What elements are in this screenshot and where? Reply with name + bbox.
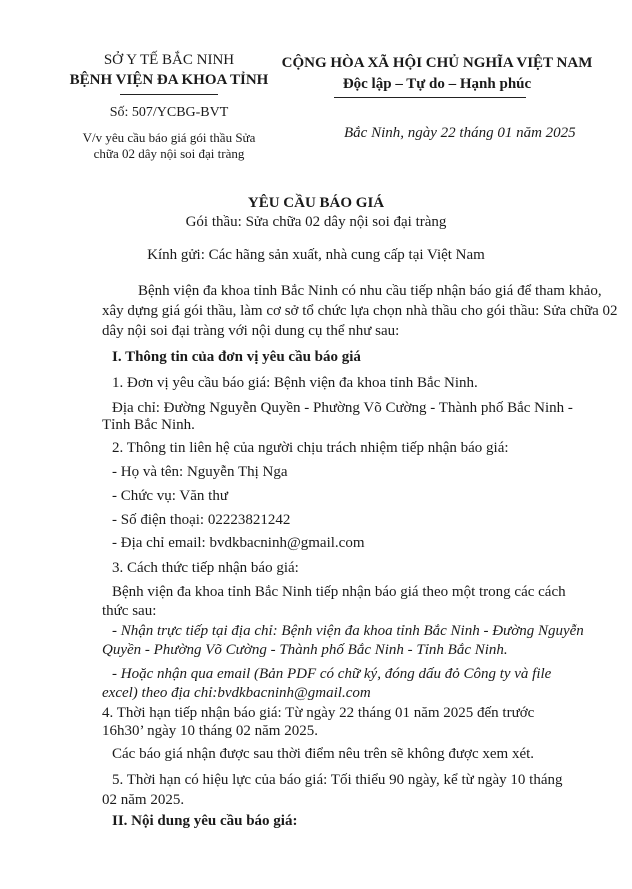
item-5-line-2: 02 năm 2025. — [102, 792, 185, 808]
subject-line-1: V/v yêu cầu báo giá gói thầu Sửa — [82, 130, 256, 145]
document-title: YÊU CẦU BÁO GIÁ — [247, 195, 385, 211]
contact-name: - Họ và tên: Nguyễn Thị Nga — [112, 464, 288, 480]
item-4-line-1: 4. Thời hạn tiếp nhận báo giá: Từ ngày 22 tháng 01 năm 2025 đến trước — [102, 705, 535, 721]
direct-submission-line-1: - Nhận trực tiếp tại địa chỉ: Bệnh viện đa khoa tỉnh Bắc Ninh - Đường Nguyễn — [112, 623, 584, 639]
section-2-heading: II. Nội dung yêu cầu báo giá: — [112, 813, 298, 829]
section-1-heading: I. Thông tin của đơn vị yêu cầu báo giá — [112, 349, 361, 365]
item-5-line-1: 5. Thời hạn có hiệu lực của báo giá: Tối thiểu 90 ngày, kể từ ngày 10 tháng — [112, 772, 563, 788]
item-1: 1. Đơn vị yêu cầu báo giá: Bệnh viện đa khoa tỉnh Bắc Ninh. — [112, 375, 478, 391]
intro-line-1: Bệnh viện đa khoa tỉnh Bắc Ninh có nhu cầu tiếp nhận báo giá để tham khảo, — [138, 283, 602, 299]
email-submission-line-1: - Hoặc nhận qua email (Bản PDF có chữ ký, đóng dấu đỏ Công ty và file — [112, 666, 552, 682]
late-submission-note: Các báo giá nhận được sau thời điểm nêu trên sẽ không được xem xét. — [112, 746, 535, 762]
direct-submission-line-2: Quyền - Phường Võ Cường - Thành phố Bắc Ninh - Tỉnh Bắc Ninh. — [102, 642, 508, 658]
contact-phone: - Số điện thoại: 02223821242 — [112, 512, 291, 528]
item-3: 3. Cách thức tiếp nhận báo giá: — [112, 560, 299, 576]
item-2: 2. Thông tin liên hệ của người chịu trách nhiệm tiếp nhận báo giá: — [112, 440, 509, 456]
address-line-2: Tỉnh Bắc Ninh. — [102, 417, 195, 433]
recipient-line: Kính gửi: Các hãng sản xuất, nhà cung cấp tại Việt Nam — [147, 247, 485, 263]
method-line-2: thức sau: — [102, 603, 157, 619]
national-motto: Độc lập – Tự do – Hạnh phúc — [342, 76, 532, 92]
right-header-underline — [334, 97, 526, 98]
contact-email: - Địa chỉ email: bvdkbacninh@gmail.com — [112, 535, 365, 551]
agency-name: SỞ Y TẾ BẮC NINH — [103, 52, 235, 68]
country-name: CỘNG HÒA XÃ HỘI CHỦ NGHĨA VIỆT NAM — [281, 55, 593, 71]
address-line-1: Địa chỉ: Đường Nguyễn Quyền - Phường Võ Cường - Thành phố Bắc Ninh - — [112, 400, 573, 416]
place-date: Bắc Ninh, ngày 22 tháng 01 năm 2025 — [344, 125, 576, 141]
package-name: Gói thầu: Sửa chữa 02 dây nội soi đại tràng — [185, 214, 447, 230]
hospital-name: BỆNH VIỆN ĐA KHOA TỈNH — [69, 72, 269, 88]
left-header-underline — [120, 94, 218, 95]
intro-line-3: dây nội soi đại tràng với nội dung cụ thể như sau: — [102, 323, 400, 339]
intro-line-2: xây dựng giá gói thầu, làm cơ sở tổ chức lựa chọn nhà thầu cho gói thầu: Sửa chữa 02 — [102, 303, 618, 319]
subject-line-2: chữa 02 dây nội soi đại tràng — [93, 146, 245, 161]
email-submission-line-2: excel) theo địa chỉ:bvdkbacninh@gmail.com — [102, 685, 371, 701]
method-line-1: Bệnh viện đa khoa tỉnh Bắc Ninh tiếp nhận báo giá theo một trong các cách — [112, 584, 566, 600]
contact-position: - Chức vụ: Văn thư — [112, 488, 228, 504]
item-4-line-2: 16h30’ ngày 10 tháng 02 năm 2025. — [102, 723, 318, 739]
document-number: Số: 507/YCBG-BVT — [109, 105, 229, 120]
